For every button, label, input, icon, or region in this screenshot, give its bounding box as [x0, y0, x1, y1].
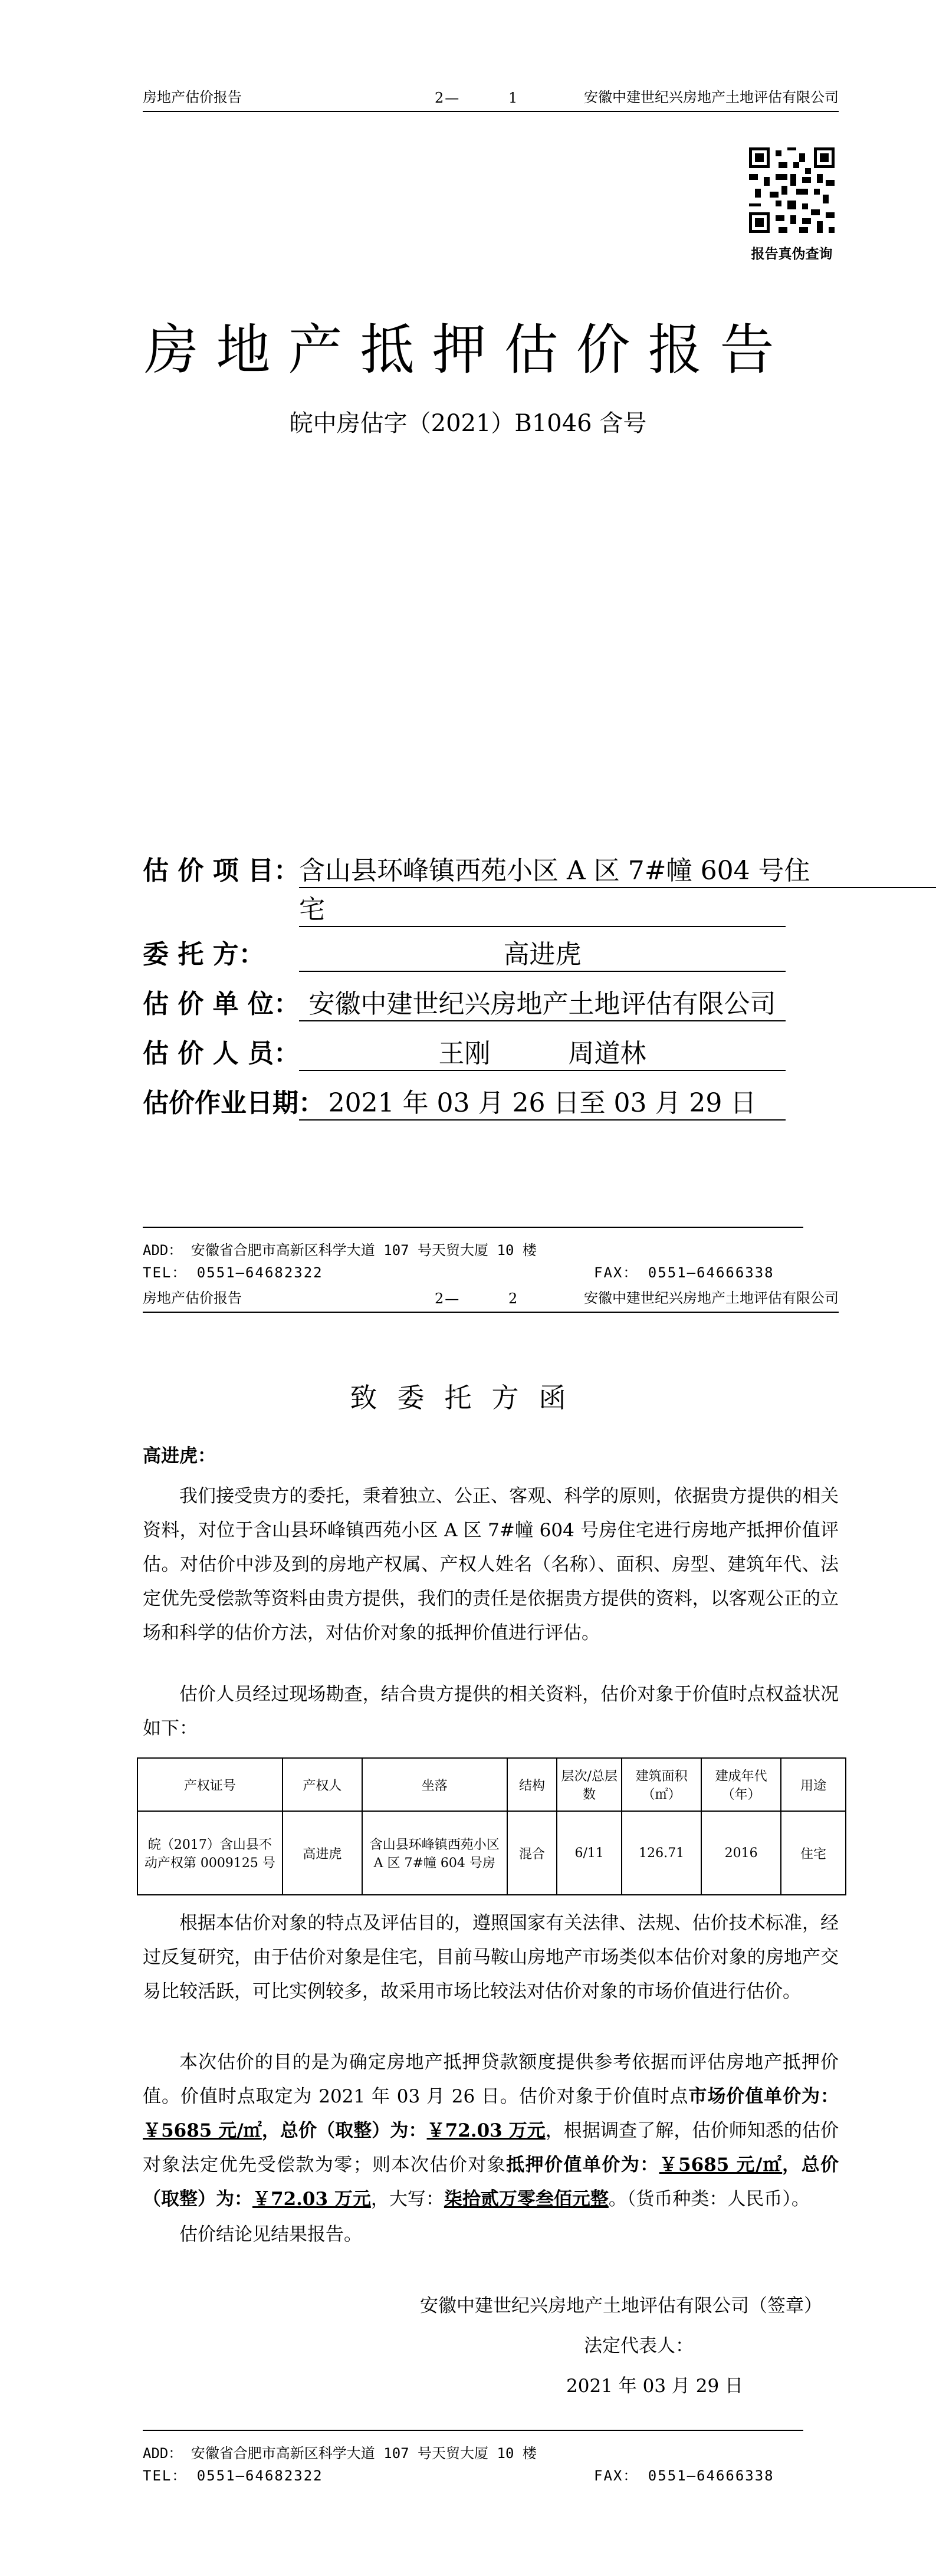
market-total-price: ￥72.03 万元: [426, 2120, 546, 2141]
footer-rule: [143, 1227, 803, 1228]
paragraph-method: 根据本估价对象的特点及评估目的，遵照国家有关法律、法规、估价技术标准，经过反复研究，由于估价对象是住宅，目前马鞍山房地产市场类似本估价对象的房地产交易比较活跃，可比实例较多，故采用市场比较法对估价对象的市场价值进行估价。: [143, 1913, 839, 2002]
header-page-number: 2: [508, 1290, 518, 1307]
amount-in-words: 柒拾贰万零叁佰元整: [444, 2189, 609, 2210]
signature-company: 安徽中建世纪兴房地产土地评估有限公司（签章）: [420, 2295, 822, 2317]
paragraph-inspection: 估价人员经过现场勘查，结合贵方提供的相关资料，估价对象于价值时点权益状况如下：: [143, 1684, 839, 1739]
footer-tel: TEL： 0551—64682322: [143, 2467, 323, 2484]
footer-address: ADD： 安徽省合肥市高新区科学大道 107 号天贸大厦 10 楼: [143, 2445, 537, 2462]
field-label-project: 估 价 项 目：: [143, 856, 300, 886]
field-label-appraiser-unit: 估 价 单 位：: [143, 989, 300, 1019]
header-page-number: 1: [508, 90, 518, 106]
footer-fax: FAX： 0551—64666338: [594, 2467, 774, 2484]
cell-structure: 混合: [507, 1811, 557, 1895]
property-rights-table: [137, 1757, 846, 1895]
field-value-project-line1: 含山县环峰镇西苑小区 A 区 7#幢 604 号住: [299, 849, 936, 888]
paragraph-valuation-result: 本次估价的目的是为确定房地产抵押贷款额度提供参考依据而评估房地产抵押价值。价值时点取定为 2021 年 03 月 26 日。估价对象于价值时点市场价值单价为：￥5685 元/㎡，总价（取整）为：￥72.03 万元，根据调查了解，估价师知悉的估价对象法定优先受偿款为零；则本次估价对象抵押价值单价为：￥5685 元/㎡，总价（取整）为：￥72.03 万元，大写：柒拾贰万零叁佰元整。（货币种类：人民币）。: [143, 2052, 839, 2210]
qr-caption: 报告真伪查询: [751, 247, 833, 262]
header-company: 安徽中建世纪兴房地产土地评估有限公司: [584, 1290, 839, 1306]
salutation: 高进虎：: [143, 1445, 216, 1467]
field-label-appraisers: 估 价 人 员：: [143, 1039, 300, 1069]
signature-legal-rep: 法定代表人：: [584, 2335, 694, 2357]
paragraph-conclusion: 估价结论见结果报告。: [179, 2224, 362, 2245]
table-header: 建成年代（年）: [701, 1758, 781, 1811]
report-number: 皖中房估字（2021）B1046 含号: [289, 410, 647, 437]
page-2: [0, 1288, 936, 2576]
running-header: [143, 87, 839, 112]
header-page-prefix: 2—: [435, 1290, 461, 1307]
cell-floor: 6/11: [557, 1811, 622, 1895]
table-header: 产权证号: [137, 1758, 283, 1811]
header-page-prefix: 2—: [435, 90, 461, 106]
table-header: 产权人: [283, 1758, 362, 1811]
table-header: 建筑面积（㎡）: [622, 1758, 701, 1811]
field-label-client: 委 托 方：: [143, 939, 265, 970]
letter-title: 致委托方函: [350, 1382, 586, 1414]
header-company: 安徽中建世纪兴房地产土地评估有限公司: [584, 89, 839, 106]
header-title: 房地产估价报告: [143, 89, 242, 106]
cell-build-year: 2016: [701, 1811, 781, 1895]
signature-date: 2021 年 03 月 29 日: [566, 2375, 744, 2397]
header-title: 房地产估价报告: [143, 1290, 242, 1306]
table-header: 结构: [507, 1758, 557, 1811]
paragraph-commission: 我们接受贵方的委托，秉着独立、公正、客观、科学的原则，依据贵方提供的相关资料，对位于含山县环峰镇西苑小区 A 区 7#幢 604 号房住宅进行房地产抵押价值评估。对估价中涉及到的房地产权属、产权人姓名（名称）、面积、房型、建筑年代、法定优先受偿款等资料由贵方提供，我们的责任是依据贵方提供的资料，以客观公正的立场和科学的估价方法，对估价对象的抵押价值进行评估。: [143, 1486, 839, 1644]
qr-code[interactable]: [749, 147, 835, 233]
footer-address: ADD： 安徽省合肥市高新区科学大道 107 号天贸大厦 10 楼: [143, 1242, 537, 1259]
field-value-appraisers: 王刚 周道林: [299, 1032, 786, 1071]
cell-certificate-no: 皖（2017）含山县不动产权第 0009125 号: [137, 1811, 283, 1895]
market-unit-price: ￥5685 元/㎡: [143, 2120, 262, 2141]
running-header: [143, 1288, 839, 1313]
footer-tel: TEL： 0551—64682322: [143, 1264, 323, 1281]
table-header: 层次/总层数: [557, 1758, 622, 1811]
report-title: 房地产抵押估价报告: [144, 318, 792, 382]
cell-owner: 高进虎: [283, 1811, 362, 1895]
field-value-client: 高进虎: [299, 933, 786, 972]
footer-fax: FAX： 0551—64666338: [594, 1264, 774, 1281]
field-value-work-date: 2021 年 03 月 26 日至 03 月 29 日: [299, 1082, 786, 1121]
table-header: 坐落: [362, 1758, 507, 1811]
mortgage-total-price: ￥72.03 万元: [252, 2189, 371, 2210]
cell-use: 住宅: [781, 1811, 846, 1895]
table-header: 用途: [781, 1758, 846, 1811]
field-value-project-line2: 宅: [299, 888, 786, 927]
table-row: [137, 1811, 846, 1895]
field-value-appraiser-unit: 安徽中建世纪兴房地产土地评估有限公司: [299, 983, 786, 1021]
mortgage-unit-price: ￥5685 元/㎡: [659, 2154, 783, 2176]
cell-location: 含山县环峰镇西苑小区 A 区 7#幢 604 号房: [362, 1811, 507, 1895]
cell-area: 126.71: [622, 1811, 701, 1895]
footer-rule: [143, 2430, 803, 2431]
field-label-work-date: 估价作业日期：: [143, 1088, 324, 1118]
